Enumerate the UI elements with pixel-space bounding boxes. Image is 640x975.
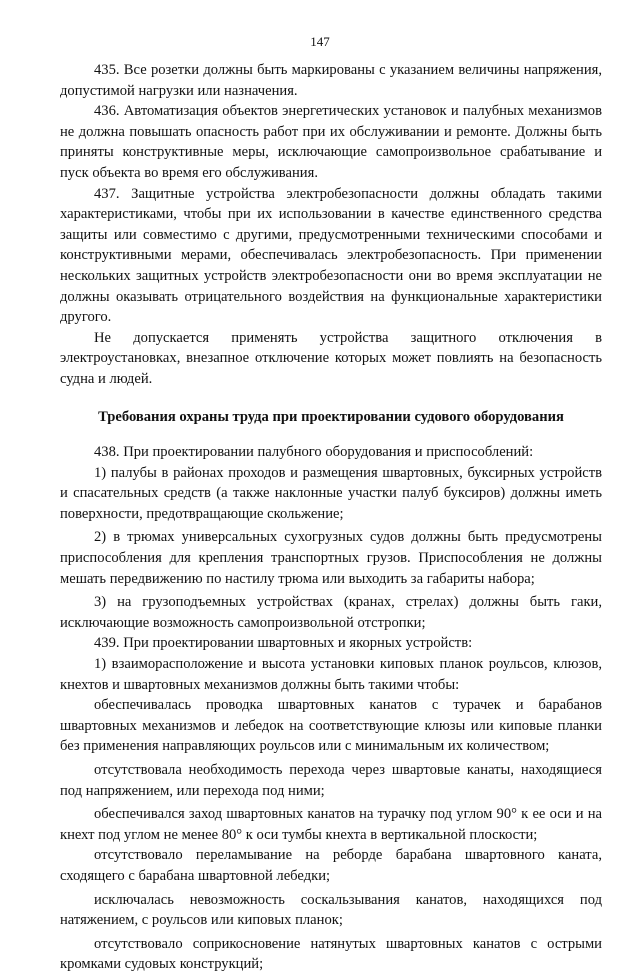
subitem-no-slip: исключалась невозможность соскальзывания канатов, находящихся под натяжением, с роульсов или киповых планок;	[60, 891, 602, 929]
paragraph-439: 439. При проектировании швартовных и якорных устройств:	[94, 635, 473, 652]
subitem-no-contact: отсутствовало соприкосновение натянутых швартовных канатов с острыми кромками судовых конструкций;	[60, 935, 602, 973]
subitem-no-break: отсутствовало переламывание на реборде барабана швартовного каната, сходящего с барабана швартовной лебедки;	[60, 847, 602, 884]
item-438-1: 1) палубы в районах проходов и размещения швартовных, буксирных устройств и спасательных средств (а также наклонные участки палуб буксиров) должны иметь поверхности, предотвращающие скольжение;	[60, 464, 602, 522]
page-number: 147	[310, 34, 330, 49]
item-438-3: 3) на грузоподъемных устройствах (кранах, стрелах) должны быть гаки, исключающие возможность самопроизвольной отстропки;	[60, 594, 602, 631]
subitem-rope-angle: обеспечивался заход швартовных канатов на турачку под углом 90° к ее оси и на кнехт под углом не менее 80° к оси тумбы кнехта в вертикальной плоскости;	[60, 806, 602, 843]
section-heading: Требования охраны труда при проектировании судового оборудования	[98, 408, 564, 425]
paragraph-rcd-note: Не допускается применять устройства защитного отключения в электроустановках, внезапное отключение которых может повлиять на безопасность судна и людей.	[60, 329, 602, 387]
paragraph-437: 437. Защитные устройства электробезопасности должны обладать такими характеристиками, чтобы при их использовании в качестве единственного средства защиты или совместимо с другими, предусмотренными техническими способами и конструктивными мерами, обеспечивалась электробезопасность. При применении нескольких защитных устройств электробезопасности они во время эксплуатации не должны оказывать отрицательного воздействия на функциональные характеристики другого.	[60, 185, 602, 326]
item-439-1: 1) взаиморасположение и высота установки киповых планок роульсов, клюзов, кнехтов и швартовных механизмов должны быть такими чтобы:	[60, 656, 602, 693]
paragraph-438: 438. При проектировании палубного оборудования и приспособлений:	[94, 444, 534, 461]
subitem-rope-routing: обеспечивалась проводка швартовных канатов с турачек и барабанов швартовных механизмов и лебедок на соответствующие клюзы или киповые планки без применения направляющих роульсов или с минимальным их количеством;	[60, 697, 602, 755]
document-body	[60, 60, 602, 975]
paragraph-435: 435. Все розетки должны быть маркированы с указанием величины напряжения, допустимой нагрузки или назначения.	[60, 62, 602, 99]
item-438-2: 2) в трюмах универсальных сухогрузных судов должны быть предусмотрены приспособления для крепления транспортных грузов. Приспособления не должны мешать передвижению по настилу трюма или выходить за габариты набора;	[60, 529, 602, 587]
paragraph-436: 436. Автоматизация объектов энергетических установок и палубных механизмов не должна повышать опасность работ при их обслуживании и ремонте. Должны быть приняты конструктивные меры, исключающие самопроизвольное срабатывание и пуск объекта во время его обслуживания.	[60, 103, 602, 181]
subitem-no-crossing: отсутствовала необходимость перехода через швартовые канаты, находящиеся под напряжением, или перехода под ними;	[60, 762, 602, 799]
